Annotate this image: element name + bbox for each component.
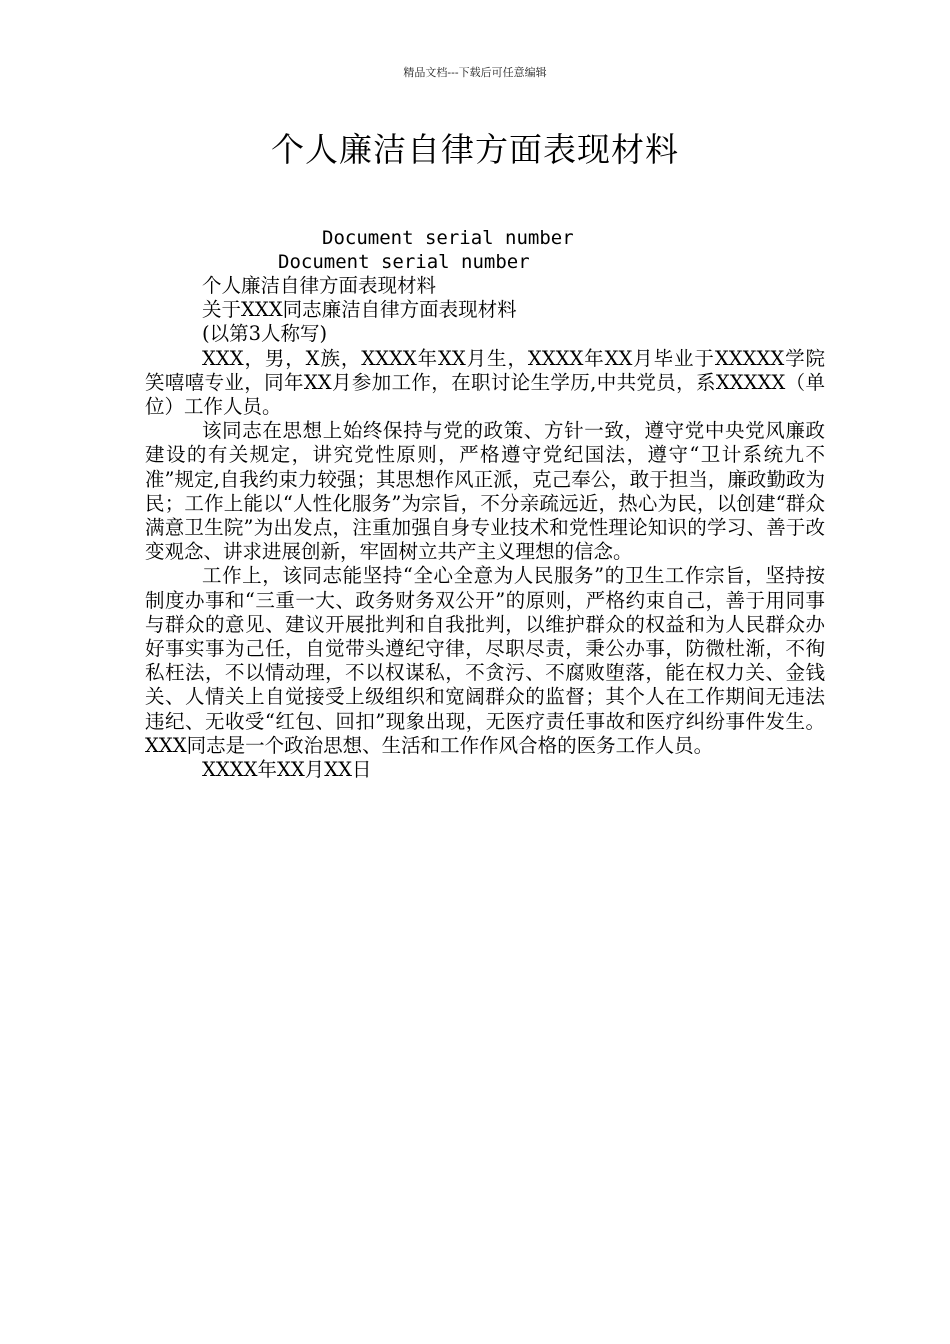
document-date: XXXX年XX月XX日	[202, 758, 372, 782]
paragraph-work: 工作上，该同志能坚持“全心全意为人民服务”的卫生工作宗旨，坚持按制度办事和“三重一大、政务财务双公开”的原则，严格约束自己，善于用同事与群众的意见、建议开展批判和自我批判，以维护群众的权益和为人民群众办好事实事为己任，自觉带头遵纪守律，尽职尽责，秉公办事，防微杜渐，不徇私枉法，不以情动理，不以权谋私，不贪污、不腐败堕落，能在权力关、金钱关、人情关上自觉接受上级组织和宽阔群众的监督；其个人在工作期间无违法违纪、无收受“红包、回扣”现象出现，无医疗责任事故和医疗纠纷事件发生。XXX同志是一个政治思想、生活和工作作风合格的医务工作人员。	[145, 564, 825, 757]
serial-number-line: Document serial number	[278, 251, 530, 273]
document-subtitle: 个人廉洁自律方面表现材料	[202, 274, 437, 297]
paragraph-ideology: 该同志在思想上始终保持与党的政策、方针一致，遵守党中央党风廉政建设的有关规定，讲究党性原则，严格遵守党纪国法，遵守“卫计系统九不准”规定,自我约束力较强；其思想作风正派，克己奉公，敢于担当，廉政勤政为民；工作上能以“人性化服务”为宗旨，不分亲疏远近，热心为民，以创建“群众满意卫生院”为出发点，注重加强自身专业技术和党性理论知识的学习、善于改变观念、讲求进展创新，牢固树立共产主义理想的信念。	[145, 419, 825, 564]
serial-number-line: Document serial number	[322, 227, 574, 249]
document-heading: 关于XXX同志廉洁自律方面表现材料	[202, 298, 517, 322]
document-body	[145, 274, 825, 782]
paragraph-personal-info: XXX，男，X族，XXXX年XX月生，XXXX年XX月毕业于XXXXX学院笑嘻嘻专业，同年XX月参加工作，在职讨论生学历,中共党员，系XXXXX（单位）工作人员。	[145, 346, 825, 419]
document-note: (以第3人称写)	[202, 322, 328, 346]
header-note: 精品文档---下载后可任意编辑	[403, 66, 547, 79]
page-title: 个人廉洁自律方面表现材料	[271, 130, 679, 169]
